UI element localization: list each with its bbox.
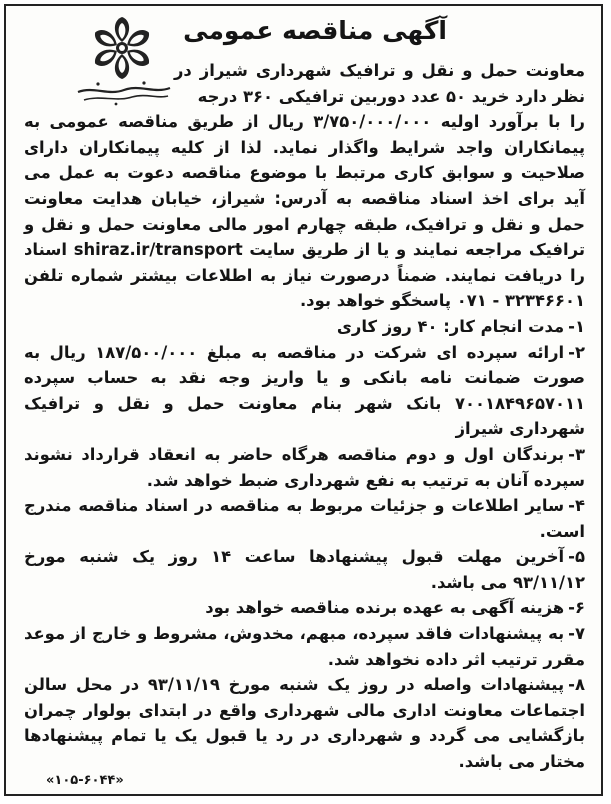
- item-text: به پیشنهادات فاقد سپرده، مبهم، مخدوش، مشروط و خارج از موعد مقرر ترتیب اثر داده نخواهد شد.: [24, 624, 585, 669]
- item-number: ۵-: [568, 547, 585, 567]
- item-number: ۲-: [568, 342, 585, 362]
- notice-item: [24, 672, 585, 774]
- item-text: برندگان اول و دوم مناقصه هرگاه حاضر به انعقاد قرارداد نشوند سپرده آنان به ترتیب به نفع شهرداری ضبط خواهد شد.: [24, 444, 585, 490]
- item-number: ۶-: [568, 598, 585, 618]
- item-number: ۱-: [568, 316, 585, 336]
- item-text: مدت انجام کار: ۴۰ روز کاری: [336, 316, 565, 336]
- intro-paragraph-1: معاونت حمل و نقل و ترافیک شهرداری شیراز در نظر دارد خرید ۵۰ عدد دوربین ترافیکی ۳۶۰ درجه: [174, 61, 585, 106]
- notice-item: [24, 442, 585, 493]
- notice-item: [24, 314, 585, 340]
- ad-code: «۱۰۵-۶۰۴۴»: [46, 773, 124, 788]
- notice-body: [24, 58, 585, 775]
- item-number: ۳-: [568, 444, 585, 464]
- item-text: آخرین مهلت قبول پیشنهادها ساعت ۱۴ روز یک شنبه مورخ ۹۳/۱۱/۱۲ می باشد.: [24, 547, 585, 592]
- notice-item: [24, 621, 585, 672]
- item-number: ۷-: [568, 624, 585, 644]
- notice-title: آگهی مناقصه عمومی: [183, 16, 447, 45]
- notice-item: [24, 544, 585, 595]
- item-text: ارائه سپرده ای شرکت در مناقصه به مبلغ ۱۸۷/۵۰۰/۰۰۰ ریال به صورت ضمانت نامه بانکی و یا واریز وجه نقد به حساب سپرده ۷۰۰۱۸۴۹۶۵۷۰۱۱ بانک شهر بنام معاونت حمل و نقل و ترافیک شهرداری شیراز: [24, 342, 585, 439]
- item-text: هزینه آگهی به عهده برنده مناقصه خواهد بود: [205, 598, 565, 618]
- notice-item: [24, 340, 585, 442]
- item-number: ۴-: [568, 496, 585, 516]
- intro-paragraph-2: را با برآورد اولیه ۳/۷۵۰/۰۰۰/۰۰۰ ریال از طریق مناقصه عمومی به پیمانکاران واجد شرایط واگذار نماید. لذا از کلیه پیمانکاران دارای صلاحیت و سوابق کاری مرتبط با موضوع مناقصه دعوت به عمل می آید برای اخذ اسناد مناقصه به آدرس: شیراز، خیابان هدایت معاونت حمل و نقل و ترافیک، طبقه چهارم امور مالی معاونت حمل و نقل و ترافیک مراجعه نمایند و یا از طریق سایت shiraz.ir/transport اسناد را دریافت نمایند. ضمناً درصورت نیاز به اطلاعات بیشتر شماره تلفن ۳۲۳۴۶۶۰۱ - ۰۷۱ پاسخگو خواهد بود.: [24, 112, 586, 311]
- notice-item: [24, 595, 585, 621]
- notice-item: [24, 493, 585, 544]
- notice-frame: [4, 4, 603, 796]
- item-text: سایر اطلاعات و جزئیات مربوط به مناقصه در اسناد مناقصه مندرج است.: [24, 496, 585, 541]
- item-text: پیشنهادات واصله در روز یک شنبه مورخ ۹۳/۱۱/۱۹ در محل سالن اجتماعات معاونت اداری مالی شهرداری واقع در ابتدای بولوار چمران بازگشایی می گردد و شهرداری در رد یا قبول یک یا تمام پیشنهادها مختار می باشد.: [24, 675, 585, 772]
- item-number: ۸-: [568, 675, 585, 695]
